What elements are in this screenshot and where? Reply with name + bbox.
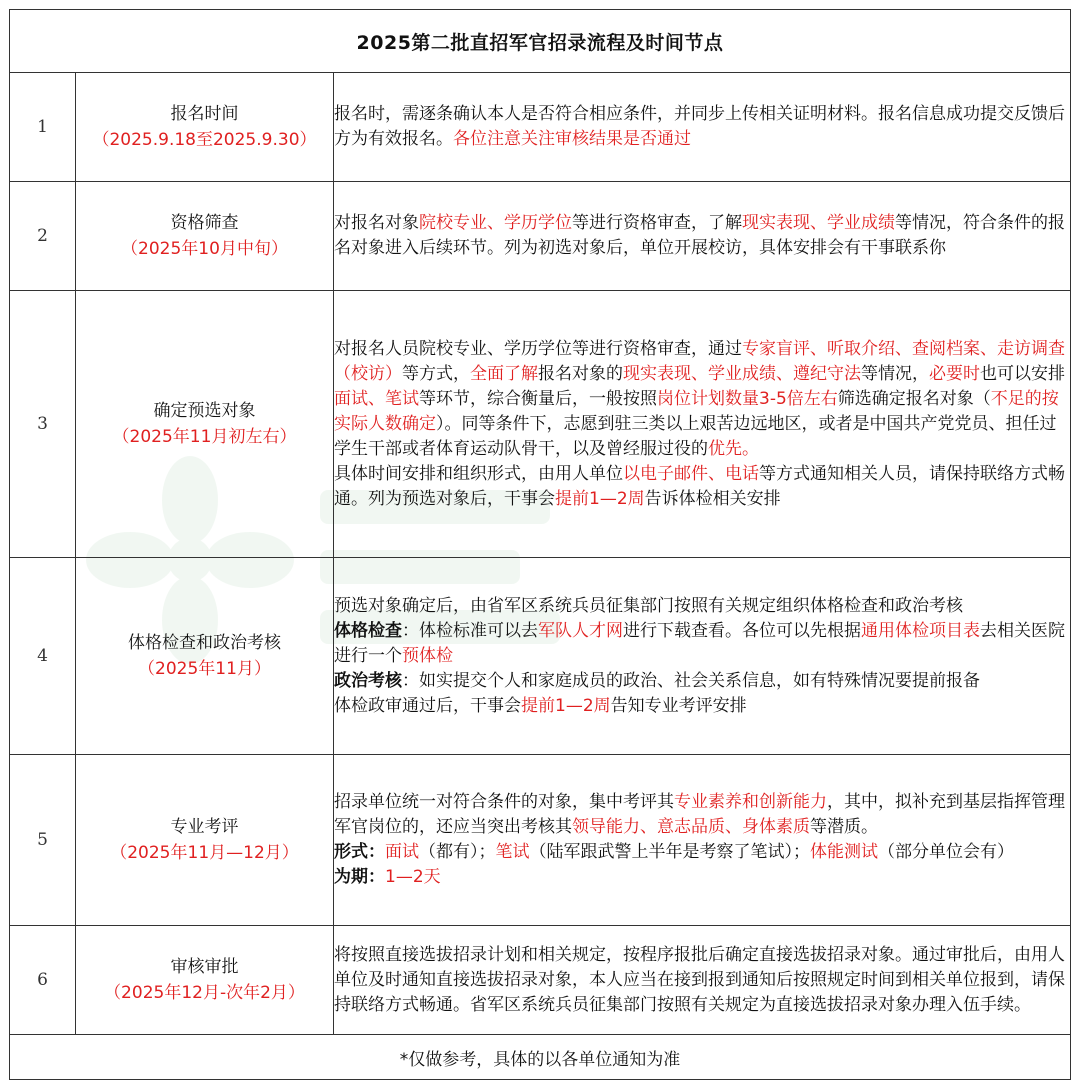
highlight-text: 各位注意关注审核结果是否通过	[453, 129, 691, 149]
stage-name: 专业考评	[170, 817, 239, 837]
stage-name: 确定预选对象	[153, 401, 256, 421]
table-title: 2025第二批直招军官招录流程及时间节点	[10, 10, 1071, 73]
highlight-text: 现实表现、学业成绩	[742, 213, 895, 233]
stage-description	[334, 755, 1071, 926]
stage-cell	[76, 558, 334, 755]
body-text: 告诉体检相关安排	[644, 488, 781, 509]
body-text: 体检政审通过后，干事会	[334, 695, 521, 716]
highlight-text: 专业素养和创新能力	[674, 792, 827, 812]
stage-date: （2025年12月-次年2月）	[104, 983, 305, 1003]
body-text: 筛选确定报名对象（	[837, 388, 991, 409]
body-text: 也可以安排	[980, 363, 1065, 384]
body-text: 进行下载查看。各位可以先根据	[623, 620, 861, 641]
body-text: （都有）；	[419, 842, 496, 862]
highlight-text: 军队人才网	[538, 620, 623, 641]
stage-description	[334, 182, 1071, 291]
body-text: 等情况，符合条件的报名对象进入后续环节。列为初选对象后，单位开展校访，具体安排会有干事联系你	[334, 213, 1065, 258]
highlight-text: 提前1—2周	[521, 695, 611, 716]
description-paragraph	[334, 337, 1070, 462]
body-text: 招录单位统一对符合条件的对象，集中考评其	[334, 792, 674, 812]
highlight-text: 通用体检项目表	[861, 620, 980, 641]
step-number: 5	[10, 755, 76, 926]
highlight-text: 笔试	[495, 842, 530, 862]
description-paragraph	[334, 865, 1070, 890]
body-text: 等环节，综合衡量后，一般按照	[419, 388, 657, 409]
stage-cell	[76, 755, 334, 926]
highlight-text: 体能测试	[810, 842, 878, 862]
body-text: 预选对象确定后，由省军区系统兵员征集部门按照有关规定组织体格检查和政治考核	[334, 595, 963, 616]
highlight-text: 岗位计划数量3-5倍左右	[657, 388, 838, 409]
body-text: （部分单位会有）	[878, 842, 1014, 862]
body-text: ，其中，拟补充到基层指挥管理军官岗位的，还应当突出考核其	[334, 792, 1065, 837]
body-text: 报名时，需逐条确认本人是否符合相应条件，并同步上传相关证明材料。报名信息成功提交反馈后方为有效报名。	[334, 104, 1065, 149]
body-text: 告知专业考评安排	[610, 695, 747, 716]
highlight-text: 不足的按实际人数确定	[334, 388, 1059, 434]
table-row	[10, 182, 1071, 291]
stage-cell	[76, 926, 334, 1035]
body-text: ：体检标准可以去	[402, 620, 538, 641]
description-paragraph	[334, 462, 1070, 512]
bold-label: 为期：	[334, 867, 385, 887]
stage-description	[334, 291, 1071, 558]
highlight-text: 全面了解	[470, 363, 538, 384]
body-text: ）。同等条件下，志愿到驻三类以上艰苦边远地区，或者是中国共产党党员、担任过学生干部或者体育运动队骨干，以及曾经服过役的	[334, 413, 1057, 459]
step-number: 2	[10, 182, 76, 291]
highlight-text: 领导能力、意志品质、身体素质	[572, 817, 810, 837]
stage-description	[334, 926, 1071, 1035]
body-text: 等进行资格审查，了解	[572, 213, 742, 233]
description-paragraph	[334, 790, 1070, 840]
step-number: 1	[10, 73, 76, 182]
body-text: 具体时间安排和组织形式，由用人单位	[334, 463, 623, 484]
stage-cell	[76, 73, 334, 182]
step-number: 4	[10, 558, 76, 755]
description-paragraph	[334, 943, 1070, 1018]
stage-date: （2025年11月初左右）	[112, 427, 297, 447]
highlight-text: 院校专业、学历学位	[419, 213, 572, 233]
table-row	[10, 926, 1071, 1035]
stage-description	[334, 558, 1071, 755]
description-paragraph	[334, 211, 1070, 261]
stage-cell	[76, 291, 334, 558]
highlight-text: 提前1—2周	[555, 488, 645, 509]
stage-name: 资格筛查	[170, 213, 239, 233]
highlight-text: 现实表现、学业成绩、遵纪守法	[623, 363, 861, 384]
body-text: 等方式通知相关人员，请保持联络方式畅通。列为预选对象后，干事会	[334, 463, 1065, 509]
description-paragraph	[334, 594, 1070, 619]
description-paragraph	[334, 669, 1070, 694]
highlight-text: 必要时	[929, 363, 980, 384]
body-text: 将按照直接选拔招录计划和相关规定，按程序报批后确定直接选拔招录对象。通过审批后，由用人单位及时通知直接选拔招录对象，本人应当在接到报到通知后按照规定时间到相关单位报到，请保持联络方式畅通。省军区系统兵员征集部门按照有关规定为直接选拔招录对象办理入伍手续。	[334, 944, 1065, 1015]
highlight-text: 专家盲评、听取介绍、查阅档案、走访调查（校访）	[334, 338, 1065, 384]
description-paragraph	[334, 102, 1070, 152]
stage-date: （2025年11月）	[138, 659, 271, 679]
body-text: 报名对象的	[538, 363, 623, 384]
table-row	[10, 755, 1071, 926]
bold-label: 形式：	[334, 842, 385, 862]
body-text: 对报名人员院校专业、学历学位等进行资格审查，通过	[334, 338, 742, 359]
description-paragraph	[334, 840, 1070, 865]
step-number: 3	[10, 291, 76, 558]
description-paragraph	[334, 694, 1070, 719]
table-row	[10, 558, 1071, 755]
highlight-text: 面试、笔试	[334, 388, 419, 409]
body-text: 等情况，	[861, 363, 929, 384]
step-number: 6	[10, 926, 76, 1035]
body-text: （陆军跟武警上半年是考察了笔试）；	[529, 842, 810, 862]
description-paragraph	[334, 619, 1070, 669]
stage-cell	[76, 182, 334, 291]
stage-name: 报名时间	[170, 104, 239, 124]
bold-label: 体格检查	[334, 620, 402, 641]
stage-name: 审核审批	[170, 957, 239, 977]
body-text: ：如实提交个人和家庭成员的政治、社会关系信息，如有特殊情况要提前报备	[402, 670, 980, 691]
footer-note: *仅做参考，具体的以各单位通知为准	[10, 1035, 1071, 1080]
highlight-text: 面试	[385, 842, 419, 862]
highlight-text: 优先。	[708, 438, 759, 459]
stage-date: （2025年10月中旬）	[121, 239, 288, 259]
stage-name: 体格检查和政治考核	[128, 633, 281, 653]
stage-description	[334, 73, 1071, 182]
highlight-text: 预体检	[402, 645, 453, 666]
body-text: 等方式，	[402, 363, 470, 384]
recruitment-process-table	[9, 9, 1071, 1080]
body-text: 等潜质。	[810, 817, 878, 837]
highlight-text: 以电子邮件、电话	[623, 463, 759, 484]
stage-date: （2025年11月—12月）	[110, 843, 299, 863]
table-row	[10, 73, 1071, 182]
highlight-text: 1—2天	[385, 867, 441, 887]
body-text: 对报名对象	[334, 213, 419, 233]
bold-label: 政治考核	[334, 670, 402, 691]
body-text: 去相关医院进行一个	[334, 620, 1065, 666]
stage-date: （2025.9.18至2025.9.30）	[92, 130, 317, 150]
table-row	[10, 291, 1071, 558]
